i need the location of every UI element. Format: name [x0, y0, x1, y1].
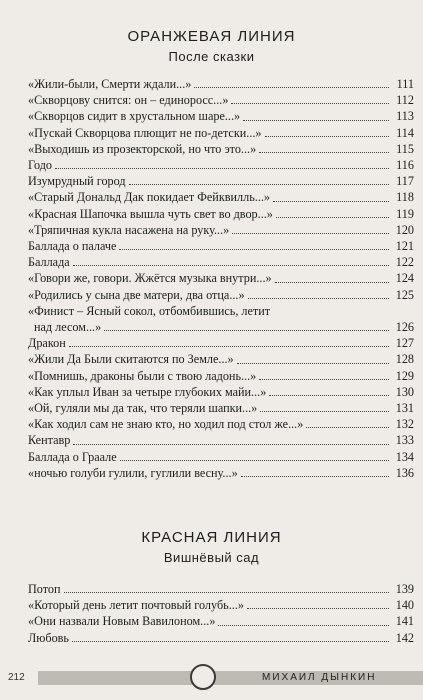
toc-entry-title: Потоп [28, 582, 61, 596]
toc-entry-page: 120 [395, 222, 414, 237]
toc-entry [28, 432, 414, 448]
toc-entry-page: 125 [395, 287, 414, 302]
dot-leader [306, 427, 389, 428]
toc-entry [28, 92, 414, 108]
dot-leader [275, 282, 389, 283]
dot-leader [73, 444, 389, 445]
toc-entry [28, 351, 414, 367]
toc-entry-page: 115 [396, 141, 414, 156]
toc-entry-title: «Жили-были, Смерти ждали...» [28, 77, 192, 91]
toc-entry-title: Годо [28, 158, 53, 173]
toc-entry [28, 449, 414, 465]
toc-entry-page: 131 [395, 401, 414, 416]
dot-leader [243, 120, 389, 121]
toc-orange-line [28, 76, 414, 481]
page-number: 212 [8, 672, 25, 683]
toc-entry [28, 270, 414, 286]
dot-leader [55, 168, 389, 169]
section-subtitle-orange: После сказки [168, 49, 255, 64]
toc-entry [28, 254, 414, 270]
section-title-red: КРАСНАЯ ЛИНИЯ [141, 529, 282, 546]
toc-entry [28, 368, 414, 384]
dot-leader [248, 298, 389, 299]
toc-entry-title: «Который день летит почтовый голубь...» [28, 598, 244, 613]
dot-leader [232, 233, 389, 234]
dot-leader [73, 265, 389, 266]
footer-circle-ornament [190, 664, 216, 690]
toc-entry-title: Изумрудный город [28, 174, 126, 189]
toc-entry [28, 384, 414, 400]
toc-entry-page: 118 [396, 190, 414, 205]
toc-entry [28, 335, 414, 351]
toc-entry-title: «Тряпичная кукла насажена на руку...» [28, 222, 230, 237]
toc-entry-page: 113 [396, 109, 414, 124]
dot-leader [247, 608, 389, 609]
toc-entry-page: 119 [396, 206, 414, 221]
toc-entry-page: 116 [396, 158, 414, 173]
toc-entry [28, 108, 414, 124]
toc-entry-page: 127 [395, 336, 414, 351]
toc-entry-page: 117 [396, 174, 414, 189]
toc-entry-title: Дракон [28, 336, 66, 351]
dot-leader [269, 395, 389, 396]
dot-leader [129, 184, 389, 185]
dot-leader [259, 379, 389, 380]
toc-entry [28, 465, 414, 481]
dot-leader [104, 330, 389, 331]
dot-leader [273, 201, 389, 202]
toc-entry-title: «Они назвали Новым Вавилоном...» [28, 614, 216, 629]
toc-entry-title: «Помнишь, драконы были с твою ладонь...» [28, 368, 257, 383]
dot-leader [69, 346, 389, 347]
toc-entry-title: Кентавр [28, 433, 71, 448]
dot-leader [231, 103, 389, 104]
toc-entry-title: «Родились у сына две матери, два отца...» [28, 287, 245, 302]
toc-entry [28, 597, 414, 613]
dot-leader [260, 411, 389, 412]
toc-entry-title: «Выходишь из прозекторской, но что это...» [28, 141, 257, 156]
toc-entry-title: Любовь [28, 630, 69, 645]
toc-entry-title: «Жили Да Были скитаются по Земле...» [28, 352, 234, 367]
toc-entry [28, 613, 414, 629]
toc-entry-title: «Красная Шапочка вышла чуть свет во двор...» [28, 206, 273, 221]
toc-entry-title: «Старый Дональд Дак покидает Фейквилль...» [28, 190, 270, 205]
toc-entry-page: 141 [395, 614, 414, 629]
dot-leader [218, 625, 389, 626]
toc-entry [28, 173, 414, 189]
toc-entry-page: 140 [395, 598, 414, 613]
dot-leader [119, 249, 389, 250]
toc-entry [28, 206, 414, 222]
toc-entry-title: «Ой, гуляли мы да так, что теряли шапки...» [28, 401, 258, 416]
toc-entry [28, 416, 414, 432]
toc-entry-title: «ночью голуби гулили, гуглили весну...» [28, 465, 238, 480]
toc-entry [28, 141, 414, 157]
dot-leader [276, 217, 389, 218]
author-name: МИХАИЛ ДЫНКИН [262, 672, 377, 683]
toc-entry-title: «Финист – Ясный сокол, отбомбившись, летит [28, 303, 271, 318]
toc-entry-title: «Скворцову снится: он – единоросс...» [28, 93, 229, 108]
toc-entry-page: 130 [395, 384, 414, 399]
toc-entry-page: 124 [395, 271, 414, 286]
dot-leader [72, 641, 389, 642]
dot-leader [265, 136, 389, 137]
toc-entry-title: Баллада о Граале [28, 449, 117, 464]
page-footer [0, 660, 423, 690]
toc-entry-page: 128 [395, 352, 414, 367]
dot-leader [241, 476, 389, 477]
toc-entry [28, 303, 414, 335]
toc-entry [28, 222, 414, 238]
toc-entry-title: Баллада [28, 255, 70, 270]
toc-entry-page: 121 [395, 239, 414, 254]
toc-entry [28, 125, 414, 141]
toc-entry-page: 133 [395, 433, 414, 448]
toc-entry-page: 139 [395, 582, 414, 596]
toc-entry-title: «Пускай Скворцова плющит не по-детски...» [28, 125, 262, 140]
toc-entry-title: «Как уплыл Иван за четыре глубоких майи...» [28, 384, 267, 399]
dot-leader [64, 592, 389, 593]
toc-red-line [28, 581, 414, 646]
dot-leader [259, 152, 389, 153]
toc-entry-title: «Как ходил сам не знаю кто, но ходил под стол же...» [28, 417, 304, 432]
toc-entry-page: 126 [395, 320, 414, 335]
toc-entry [28, 189, 414, 205]
section-subtitle-red: Вишнёвый сад [163, 550, 260, 565]
toc-entry [28, 157, 414, 173]
toc-entry-page: 134 [395, 449, 414, 464]
toc-entry [28, 630, 414, 646]
toc-entry-page: 129 [395, 368, 414, 383]
toc-entry-title: Баллада о палаче [28, 239, 117, 254]
toc-entry-title-cont: над лесом...» [34, 320, 102, 335]
toc-entry [28, 76, 414, 92]
toc-entry-page: 112 [396, 93, 414, 108]
toc-entry [28, 581, 414, 597]
toc-entry-page: 132 [395, 417, 414, 432]
toc-entry-page: 111 [396, 77, 414, 91]
dot-leader [120, 460, 389, 461]
toc-entry-page: 142 [395, 630, 414, 645]
toc-entry-title: «Скворцов сидит в хрустальном шаре...» [28, 109, 241, 124]
dot-leader [237, 363, 389, 364]
dot-leader [194, 87, 389, 88]
toc-entry-page: 122 [395, 255, 414, 270]
section-title-orange: ОРАНЖЕВАЯ ЛИНИЯ [127, 28, 296, 45]
toc-entry-page: 114 [396, 125, 414, 140]
toc-entry [28, 400, 414, 416]
toc-entry [28, 287, 414, 303]
toc-entry-page: 136 [395, 465, 414, 480]
toc-entry [28, 238, 414, 254]
toc-entry-title: «Говори же, говори. Жжётся музыка внутри...» [28, 271, 272, 286]
